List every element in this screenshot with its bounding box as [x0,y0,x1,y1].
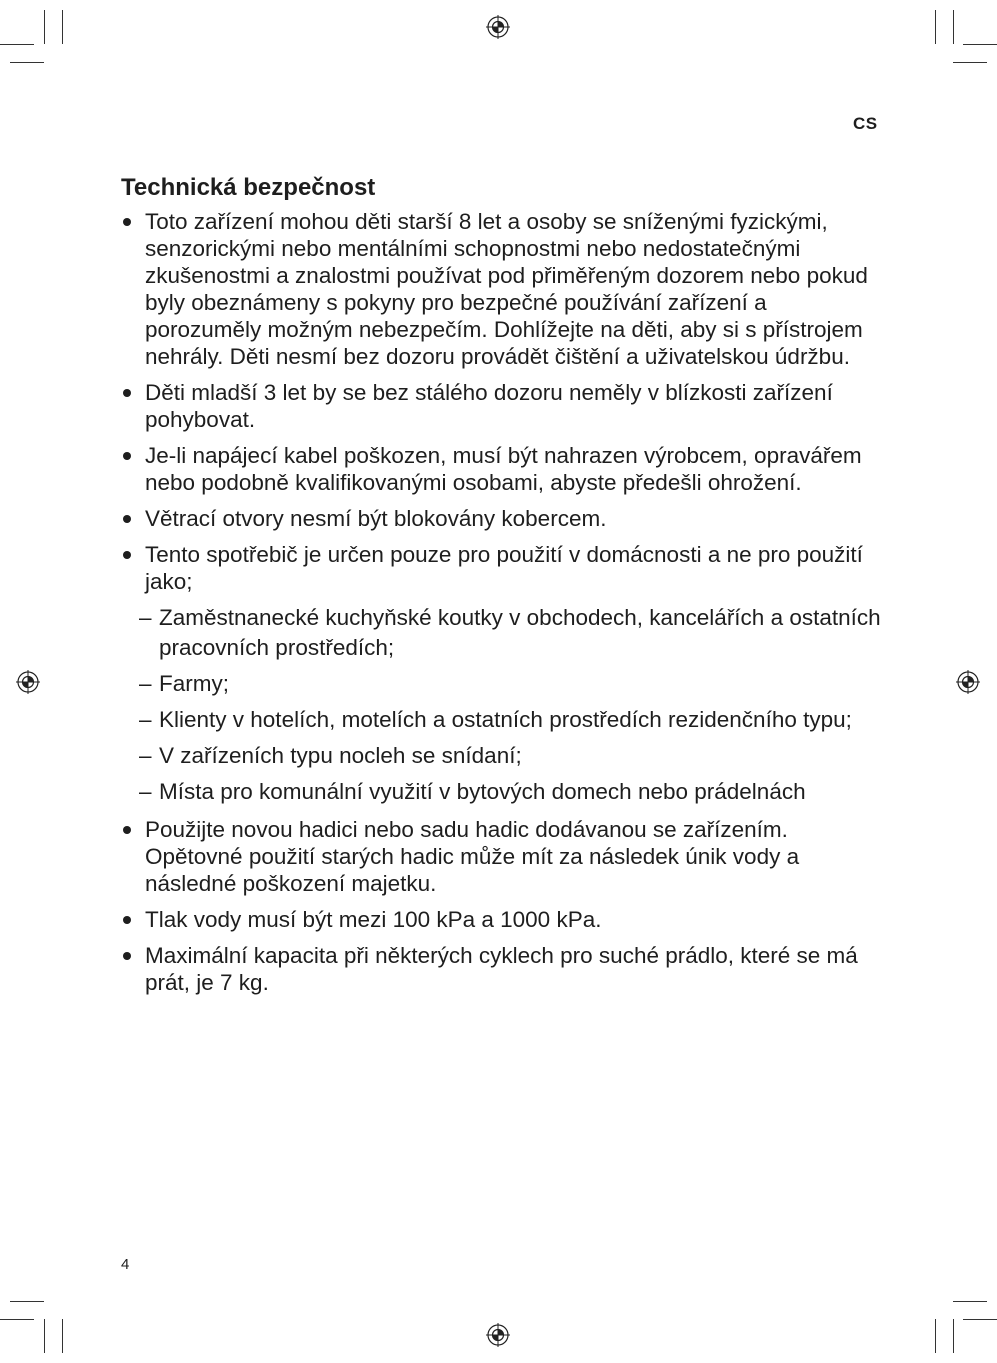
crop-mark [963,44,997,45]
bullet-icon [123,916,131,924]
registration-mark-icon [16,670,40,694]
list-item [121,379,881,433]
list-item [121,816,881,897]
bullet-icon [123,218,131,226]
crop-mark [935,1319,936,1353]
sub-item-text: Místa pro komunální využití v bytových domech nebo prádelnách [159,779,806,804]
sub-item-text: Zaměstnanecké kuchyňské koutky v obchodech, kancelářích a ostatních pracovních prostředích; [159,605,881,660]
sub-list-item [139,705,881,735]
list-item [121,942,881,996]
list-item [121,442,881,496]
list-item [121,505,881,532]
crop-mark [935,10,936,44]
bullet-icon [123,389,131,397]
crop-mark [963,1319,997,1320]
dash-marker: – [139,743,152,768]
sub-list [139,603,881,807]
sub-item-text: V zařízeních typu nocleh se snídaní; [159,743,522,768]
crop-mark [953,10,954,44]
section-title: Technická bezpečnost [121,174,376,201]
item-text: Tento spotřebič je určen pouze pro použití v domácnosti a ne pro použití jako; [145,542,863,594]
crop-mark [62,10,63,44]
crop-mark [953,1301,987,1302]
crop-mark [62,1319,63,1353]
registration-mark-icon [486,15,510,39]
sub-list-item [139,603,881,663]
dash-marker: – [139,671,152,696]
item-text: Děti mladší 3 let by se bez stálého dozoru neměly v blízkosti zařízení pohybovat. [145,380,833,432]
item-text: Toto zařízení mohou děti starší 8 let a osoby se sníženými fyzickými, senzorickými nebo mentálními schopnostmi nebo nedostatečnými zkušenostmi a znalostmi používat pod přiměřeným dozorem nebo pokud byly obeznámeny s pokyny pro bezpečné používání zařízení a porozuměly možným nebezpečím. Dohlížejte na děti, aby si s přístrojem nehrály. Děti nesmí bez dozoru provádět čištění a uživatelskou údržbu. [145,209,868,369]
page-number: 4 [121,1256,130,1273]
bullet-icon [123,452,131,460]
crop-mark [0,44,34,45]
sub-list-item [139,669,881,699]
safety-list [121,208,881,1005]
bullet-icon [123,952,131,960]
sub-list-item [139,741,881,771]
crop-mark [44,1319,45,1353]
item-text: Tlak vody musí být mezi 100 kPa a 1000 kPa. [145,907,602,932]
sub-item-text: Farmy; [159,671,229,696]
list-item [121,208,881,370]
item-text: Maximální kapacita při některých cyklech pro suché prádlo, které se má prát, je 7 kg. [145,943,858,995]
item-text: Je-li napájecí kabel poškozen, musí být nahrazen výrobcem, opravářem nebo podobně kvalifikovanými osobami, abyste předešli ohrožení. [145,443,862,495]
list-item [121,541,881,807]
bullet-icon [123,515,131,523]
dash-marker: – [139,779,152,804]
crop-mark [10,1301,44,1302]
language-code: CS [853,114,878,133]
bullet-icon [123,551,131,559]
crop-mark [44,10,45,44]
item-text: Větrací otvory nesmí být blokovány kobercem. [145,506,607,531]
sub-list-item [139,777,881,807]
registration-mark-icon [956,670,980,694]
dash-marker: – [139,707,152,732]
crop-mark [953,1319,954,1353]
item-text: Použijte novou hadici nebo sadu hadic dodávanou se zařízením. Opětovné použití starých hadic může mít za následek únik vody a následné poškození majetku. [145,817,800,896]
sub-item-text: Klienty v hotelích, motelích a ostatních prostředích rezidenčního typu; [159,707,852,732]
dash-marker: – [139,605,152,630]
bullet-icon [123,826,131,834]
crop-mark [953,62,987,63]
list-item [121,906,881,933]
registration-mark-icon [486,1323,510,1347]
crop-mark [0,1319,34,1320]
crop-mark [10,62,44,63]
